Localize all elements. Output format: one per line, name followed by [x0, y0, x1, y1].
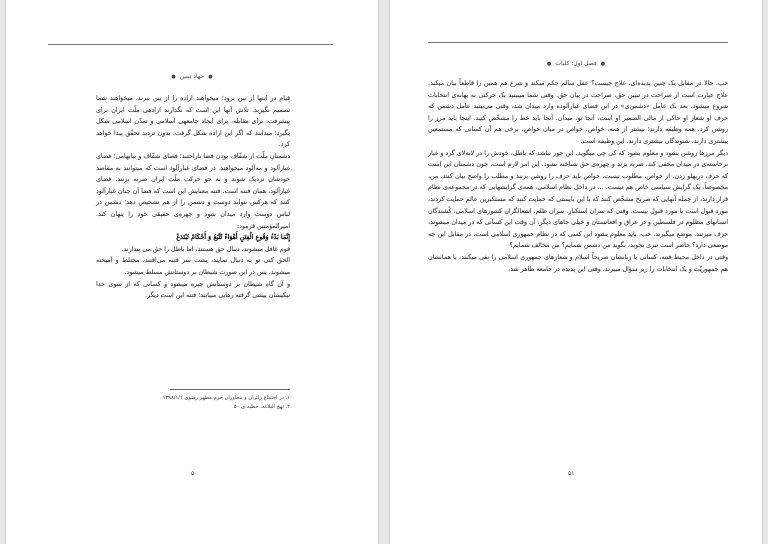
paragraph: دیگر مرزها روشن بشود و معلوم بشود که کی چی میگوید. این جور نباشد که باطل، خودش را در لابه‌لای گرد و غبار برخاسته‌ی در میدان مخفی کند، ضربه بزند و چهره‌ی حق شناخته نشود. این امر لازم است، چون دشمنان این است که حرف درپهلو زدن، از خواص، مطلوب نیست، خواص باید حرف را روشن بزنند و مطلب را واضح بیان کنند. من، مخصوصاً، یک گرایش سیاسی خاص هم نیست، ... در داخل نظام اسلامی، همه‌ی گرایشهایی که در مجموعه‌ی نظام قرار دارند، از جمله آنهایی که صریح مشخّص کنند که با این بایستی که حمایت کنند که مستکبرین عالم حمایت کردند، مورد قبول است یا مورد قبول نیست. وقتی که سران استکبار، سران ظلم، اشغالگران کشورهای اسلامی، کُشندگان انسانهای مظلوم در فلسطین و در عراق و افغانستان و خیلی جاهای دیگر، آن وقت این کسانی که در میدان میشوند، حرف میزنند، موضع میگیرند، خب، باید معلوم بشود این کسی که در نظام جمهوری اسلامی است، در مقابل این چه موضعی دارد؟ حاضر است تبری بجوید، بگوید من دشمن شمایم؟ من مخالف شمایم؟ — [428, 149, 728, 250]
paragraph: قوم غافل میشوند، دنبال حق هستند، اما باطل را حق می پندارند. — [121, 245, 290, 253]
running-header — [6, 73, 378, 80]
running-header-title: فصل اول: کلیات — [555, 60, 597, 67]
footnote: ۱. در اجتماع زائران و مجاوران حرم مطهر رضوی ۱۳۹۸/۱/۱ — [162, 395, 290, 401]
paragraph: خب، حالا در مقابل یک چنین پدیده‌ای، علاج چیست؟ عقل سالم حکم میکند و شرع هم همین را قاطعاً بیان میکند. علاج عبارت است از صراحت در تبیین حق، صراحت در بیان حق. وقتی شما میبینید یک حرکتی به بهانه‌ی انتخابات شروع میشود، بعد یک عامل «دشمن‌ی» در این فضای غبارآلوده وارد میدان شد، وقتی می‌بینید عامل دشمن که حرف او شعار او حاکی از مالی الضمیر او است، آنجا تو، میدان، آنجا باید خط را مشخّص کنید. اینجا باید مرز را روشن کرد. همه وظیفه دارند؛ بیشتر از همه، خواص. خواص در میان خواص، برخی هم آن کسانی که مستمعین بیشتری دارند، شنوندگان بیشتری دارند. این وظیفه است. — [428, 80, 728, 145]
header-ornament: ● — [208, 74, 213, 80]
left-page — [6, 0, 378, 544]
paragraph: وقتی در داخل محیط فتنه، کسانی با زبانشان صریحاً اسلام و شعارهای جمهوری اسلامی را نفی میکنند، با همانشان هم جمهوریّت و یک انتخابات را زیر سؤال میبرند، وقتی این پدیده در جامعه ظاهر شد، — [428, 253, 728, 273]
page-number: ۵۱ — [568, 470, 575, 477]
header-ornament: ● — [600, 61, 606, 67]
body-text — [428, 78, 728, 275]
page-number: ۵۰ — [191, 470, 198, 477]
paragraph: قیام در اینها از بین برود؛ میخواهند اراده را از بین ببرند، میخواهند شما تصمیم نگیرید. تلاش آنها این است که نگذارند ارادهی ملّت ایران برای پیشرفت، برای مقابله، برای ایجاد جامعهی اسلامی و تمدّن اسلامی شکل بگیرد؛ میدانند که اگر این اراده شکل گرفت، بدون تردید تحقّق پیدا خواهد کرد. — [96, 95, 290, 149]
paragraph: الحق کنی تو به دنبال نمایند، پشت سر فتنه می‌افتند، مختلط و آمیخته میشوند، پس در این صورت شیطان بر دوستانش مسلط میشود. — [96, 257, 290, 276]
footnotes — [96, 394, 290, 412]
body-text — [96, 93, 290, 302]
footnote-rule — [170, 389, 290, 390]
paragraph: و آن گاه شیطان بر دوستانش چیره میشود و کسانی که از سوی خدا نیکیشان پیشی گرفته رهایی مییابند؛ فتنه این است دیگر. — [96, 280, 290, 300]
header-ornament: ● — [171, 74, 176, 80]
footnote: ۲. نهج البلاغه، خطبه ی ۵۰ — [233, 404, 290, 410]
running-header-title: جهاد تبیین — [179, 73, 205, 80]
right-page — [390, 0, 762, 544]
arabic-quote: إِنَّمَا بَدْءُ وُقُوعِ الْفِتَنِ أَهْوَاءٌ تُتَّبَعُ وَ أَحْكَامٌ تُبْتَدَعُ — [176, 234, 290, 242]
top-rule — [48, 44, 333, 45]
top-rule — [428, 42, 728, 43]
paragraph: دشمنانِ ملّت از شفّاف بودن فضا ناراحتند؛ فضای شفّاف و بیابهامی؛ فضای غبارآلود و مه‌آلود میخواهند. در فضای غبارآلود است که میتوانند به مقاصد خودشان نزدیک شوند و به جو حرکت ملّت ایران ضربه بزنند. فضای غبارآلود، همان فتنه است. فتنه معنایش این است که فضا آن چنان غبارآلود کنند که هرکس نتواند دوست و دشمن را از هم تشخیص دهد؛ دشمن در لباس دوست وارد میدان شود و چهره‌ی حقیقی خود را پنهان کند. امیرالمؤمنین فرمود: — [96, 152, 290, 230]
header-ornament: ● — [546, 61, 552, 67]
running-header — [390, 60, 762, 67]
